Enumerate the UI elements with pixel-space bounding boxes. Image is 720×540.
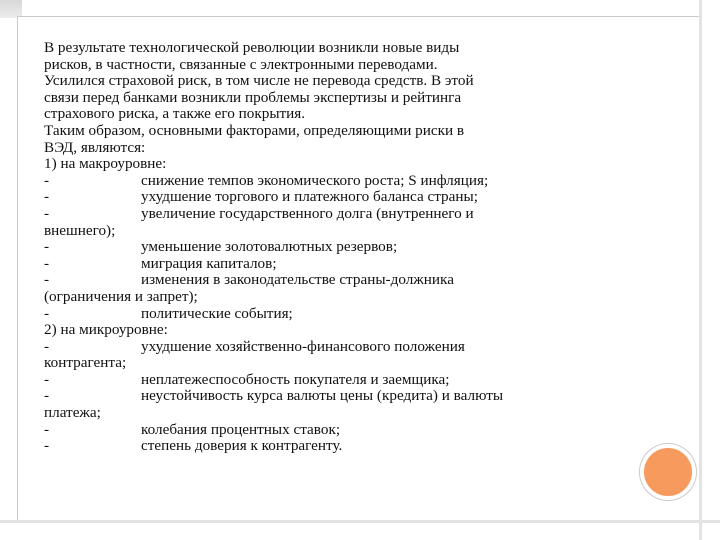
list-item-continuation: платежа; bbox=[44, 404, 101, 422]
list-item-text: неплатежеспособность покупателя и заемщика; bbox=[141, 370, 450, 388]
list-item bbox=[44, 256, 604, 273]
frame-edge-right bbox=[699, 0, 702, 540]
list-item-text: снижение темпов экономического роста; S инфляция; bbox=[141, 171, 489, 189]
list-item bbox=[44, 339, 604, 356]
bullet-dash: - bbox=[44, 188, 50, 206]
text-line: ВЭД, являются: bbox=[44, 138, 146, 156]
list-item-text: ухудшение торгового и платежного баланса страны; bbox=[141, 188, 478, 206]
list-item-text: изменения в законодательстве страны-должника bbox=[141, 271, 454, 289]
list-item-text: миграция капиталов; bbox=[141, 254, 277, 272]
text-line: Усилился страховой риск, в том числе не перевода средств. В этой bbox=[44, 72, 474, 90]
text-line: страхового риска, а также его покрытия. bbox=[44, 105, 306, 123]
list-item-text: колебания процентных ставок; bbox=[141, 420, 341, 438]
list-item bbox=[44, 272, 604, 289]
bullet-dash: - bbox=[44, 204, 50, 222]
bullet-dash: - bbox=[44, 238, 50, 256]
micro-heading: 2) на микроуровне: bbox=[44, 321, 168, 339]
bullet-dash: - bbox=[44, 437, 50, 455]
list-item bbox=[44, 189, 604, 206]
list-item-text: ухудшение хозяйственно-финансового положения bbox=[141, 337, 465, 355]
list-item-text: увеличение государственного долга (внутреннего и bbox=[141, 204, 474, 222]
frame-edge-bottom bbox=[0, 520, 720, 523]
text-line: Таким образом, основными факторами, определяющими риски в bbox=[44, 121, 465, 139]
list-item bbox=[44, 239, 604, 256]
slide-text bbox=[44, 40, 604, 455]
list-item bbox=[44, 422, 604, 439]
orange-circle-decoration bbox=[640, 444, 696, 500]
bullet-dash: - bbox=[44, 337, 50, 355]
list-item bbox=[44, 306, 604, 323]
macro-heading: 1) на макроуровне: bbox=[44, 155, 167, 173]
bullet-dash: - bbox=[44, 271, 50, 289]
bullet-dash: - bbox=[44, 387, 50, 405]
bullet-dash: - bbox=[44, 420, 50, 438]
list-item bbox=[44, 206, 604, 223]
list-item-text: политические события; bbox=[141, 304, 293, 322]
list-item-continuation: внешнего); bbox=[44, 221, 116, 239]
bullet-dash: - bbox=[44, 370, 50, 388]
text-line: рисков, в частности, связанные с электронными переводами. bbox=[44, 55, 438, 73]
list-item bbox=[44, 372, 604, 389]
list-item-text: уменьшение золотовалютных резервов; bbox=[141, 238, 398, 256]
list-item-continuation: (ограничения и запрет); bbox=[44, 287, 198, 305]
text-line: В результате технологической революции возникли новые виды bbox=[44, 39, 460, 56]
bullet-dash: - bbox=[44, 304, 50, 322]
list-item bbox=[44, 173, 604, 190]
bullet-dash: - bbox=[44, 254, 50, 272]
list-item-text: степень доверия к контрагенту. bbox=[141, 437, 343, 455]
list-item bbox=[44, 438, 604, 455]
list-item-continuation: контрагента; bbox=[44, 354, 127, 372]
list-item-text: неустойчивость курса валюты цены (кредита) и валюты bbox=[141, 387, 504, 405]
text-line: связи перед банками возникли проблемы экспертизы и рейтинга bbox=[44, 88, 462, 106]
list-item bbox=[44, 388, 604, 405]
bullet-dash: - bbox=[44, 171, 50, 189]
